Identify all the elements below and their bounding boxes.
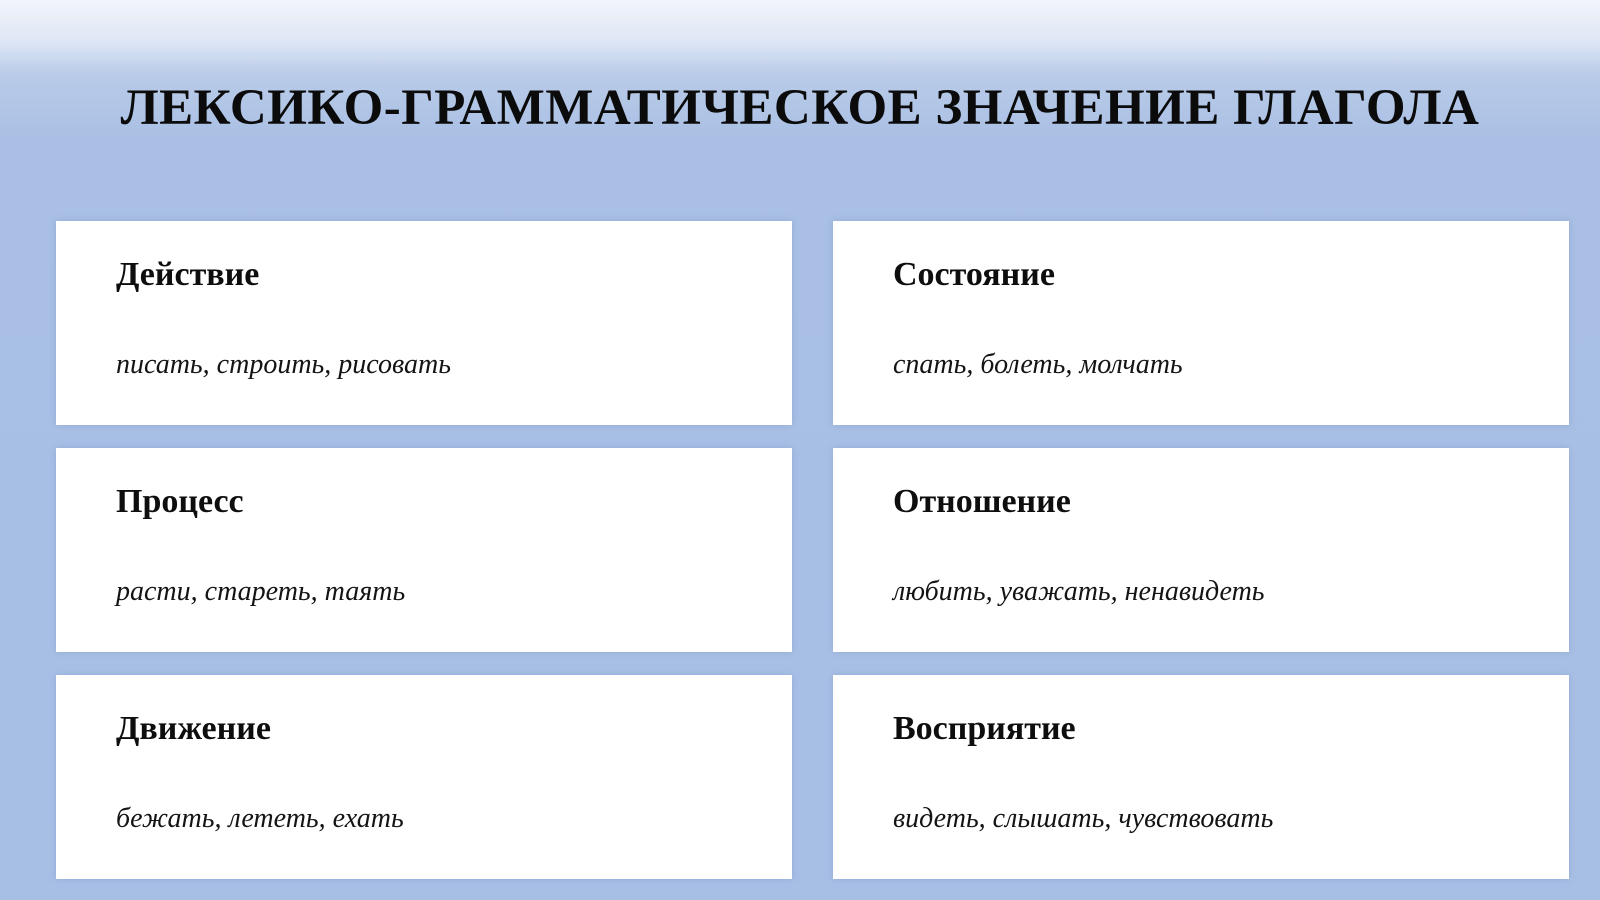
card-title: Отношение [893, 483, 1071, 520]
card-action [56, 221, 792, 425]
card-motion [56, 675, 792, 879]
card-title: Движение [116, 710, 271, 747]
card-grid [56, 221, 1569, 879]
card-state [833, 221, 1569, 425]
card-title: Действие [116, 256, 260, 293]
card-examples: бежать, лететь, ехать [116, 803, 404, 834]
card-examples: видеть, слышать, чувствовать [893, 803, 1274, 834]
card-process [56, 448, 792, 652]
card-examples: писать, строить, рисовать [116, 349, 451, 380]
card-examples: расти, стареть, таять [116, 576, 406, 607]
card-title: Процесс [116, 483, 244, 520]
card-title: Состояние [893, 256, 1055, 293]
slide-title: ЛЕКСИКО-ГРАММАТИЧЕСКОЕ ЗНАЧЕНИЕ ГЛАГОЛА [120, 80, 1480, 136]
card-relation [833, 448, 1569, 652]
card-title: Восприятие [893, 710, 1076, 747]
card-examples: спать, болеть, молчать [893, 349, 1183, 380]
card-perception [833, 675, 1569, 879]
card-examples: любить, уважать, ненавидеть [893, 576, 1265, 607]
